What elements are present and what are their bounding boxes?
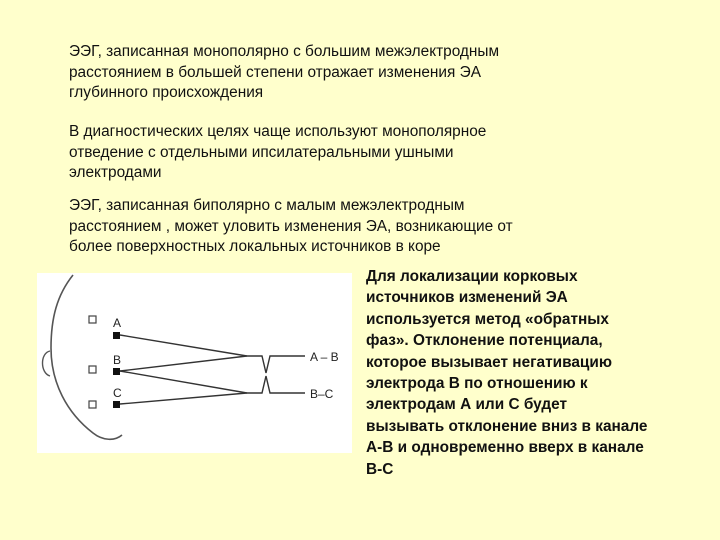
wire-c-to-bc — [120, 393, 247, 404]
electrode-b — [113, 368, 120, 375]
trace-bc — [247, 376, 305, 393]
wire-b-to-ab — [120, 356, 247, 371]
electrode-c — [113, 401, 120, 408]
electrode-a-label: A — [113, 316, 122, 330]
scalp-marker-1 — [89, 316, 96, 323]
scalp-marker-2 — [89, 366, 96, 373]
trace-ab — [247, 356, 305, 373]
paragraph-bipolar: ЭЭГ, записанная биполярно с малым межэлектродным расстоянием , может уловить изменения ЭА, возникающие от более поверхностных локальных источников в коре — [69, 197, 513, 255]
paragraph-diagnostic: В диагностических целях чаще используют монополярное отведение с отдельными ипсилатеральными ушными электродами — [69, 123, 487, 181]
electrode-c-label: C — [113, 386, 122, 400]
wire-b-to-bc — [120, 371, 247, 393]
paragraph-monopolar: ЭЭГ, записанная монополярно с большим межэлектродным расстоянием в большей степени отражает изменения ЭА глубинного происхождения — [69, 43, 500, 101]
channel-bc-label: B–C — [310, 387, 334, 401]
ear-outline — [43, 351, 51, 376]
scalp-marker-3 — [89, 401, 96, 408]
paragraph-phase-reversal: Для локализации корковых источников изменений ЭА используется метод «обратных фаз». Отклонение потенциала, которое вызывает негативацию электрода В по отношению к электродам А или С будет вызывать отклонение вниз в канале А-В и одновременно вверх в канале В-С — [366, 268, 648, 478]
phase-reversal-diagram — [37, 273, 352, 453]
channel-ab-label: A – B — [310, 350, 339, 364]
head-outline — [51, 275, 122, 439]
electrode-a — [113, 332, 120, 339]
wire-a-to-ab — [120, 335, 247, 356]
electrode-b-label: B — [113, 353, 122, 367]
